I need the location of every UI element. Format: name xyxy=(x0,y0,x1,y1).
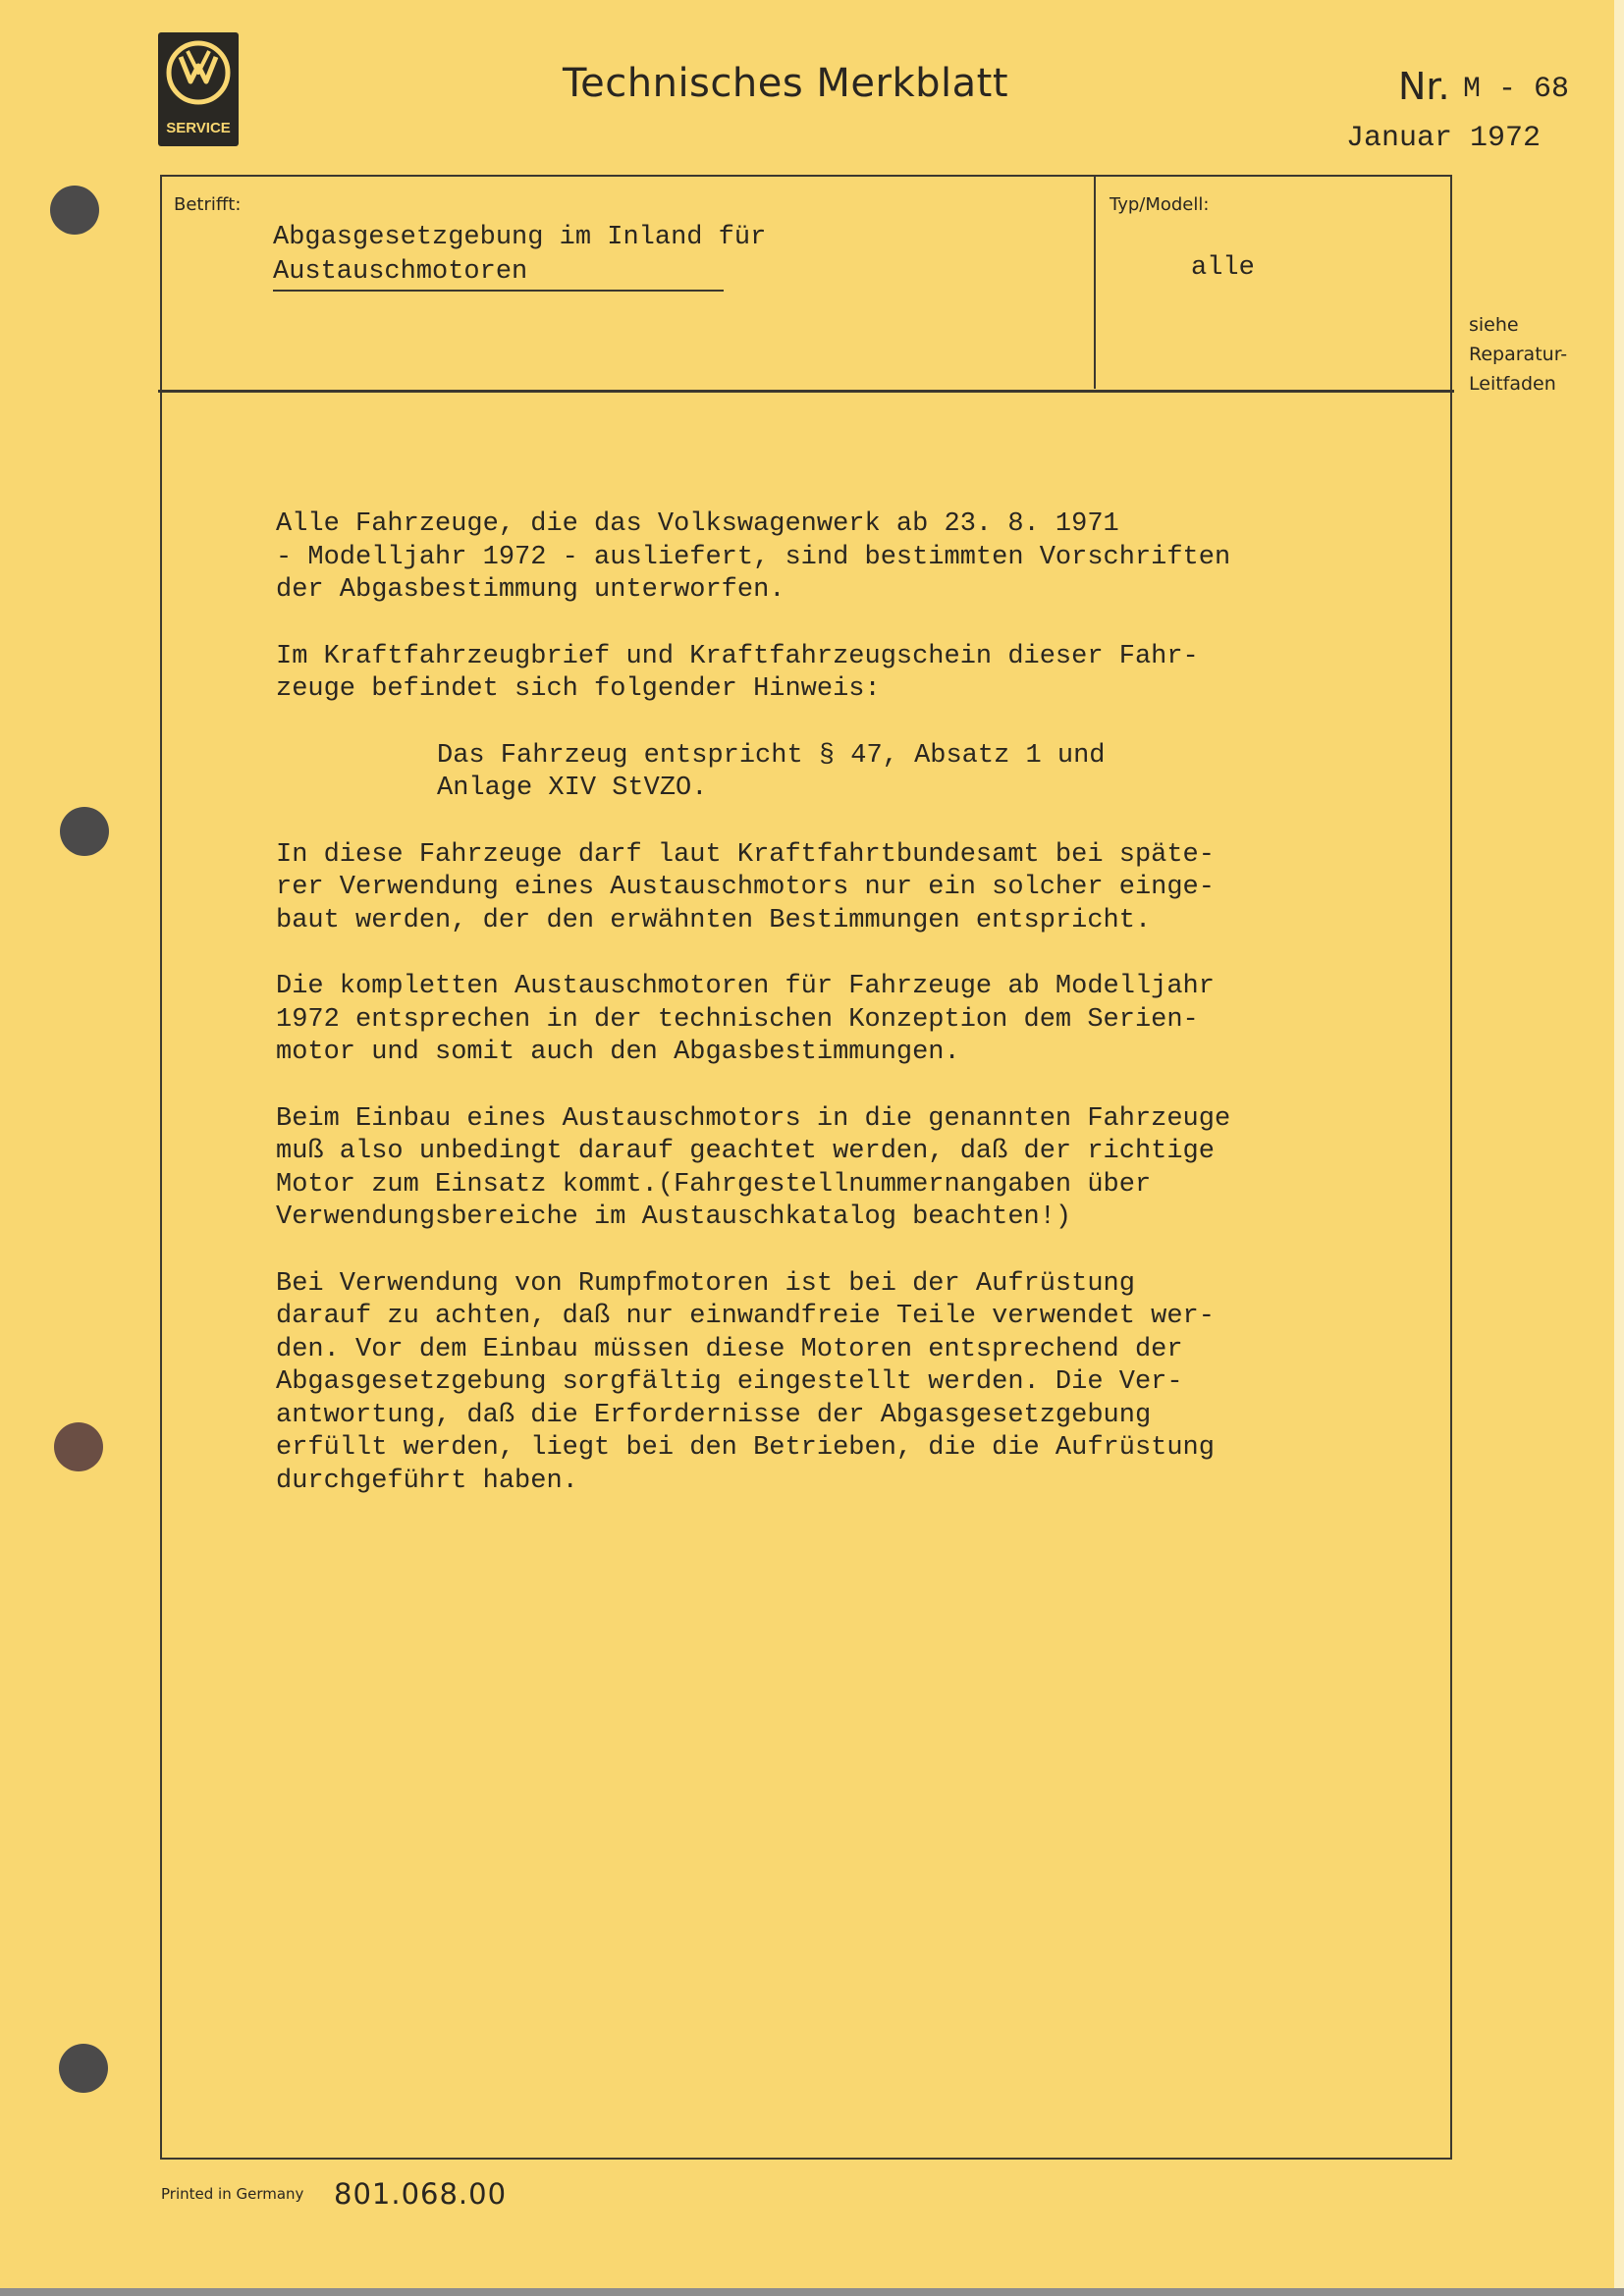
binder-hole xyxy=(54,1422,103,1471)
body-text xyxy=(276,508,1385,1531)
paragraph: In diese Fahrzeuge darf laut Kraftfahrtbundesamt bei späte- rer Verwendung eines Austauschmotors nur ein solcher einge- baut werden, der den erwähnten Bestimmungen entspricht. xyxy=(276,839,1215,935)
vw-service-logo xyxy=(158,32,239,146)
binder-hole xyxy=(50,186,99,235)
subject-line-1: Abgasgesetzgebung im Inland für xyxy=(273,223,767,252)
header-column-divider xyxy=(1094,177,1096,389)
number-value: M - 68 xyxy=(1463,73,1570,106)
document-title: Technisches Merkblatt xyxy=(563,61,1009,106)
logo-service-text: SERVICE xyxy=(166,120,231,136)
paragraph: Die kompletten Austauschmotoren für Fahrzeuge ab Modelljahr 1972 entsprechen in der technischen Konzeption dem Serien- motor und somit auch den Abgasbestimmungen. xyxy=(276,972,1215,1067)
subject-label: Betrifft: xyxy=(174,194,242,215)
number-label: Nr. xyxy=(1398,65,1450,108)
side-note xyxy=(1469,310,1567,399)
binder-hole xyxy=(60,807,109,856)
binder-hole xyxy=(59,2044,108,2093)
paper-edge xyxy=(1614,0,1624,2296)
type-model-value: alle xyxy=(1191,253,1255,283)
quoted-notice: Das Fahrzeug entspricht § 47, Absatz 1 und Anlage XIV StVZO. xyxy=(437,740,1106,803)
paragraph: Alle Fahrzeuge, die das Volkswagenwerk ab 23. 8. 1971 - Modelljahr 1972 - ausliefert, sind bestimmten Vorschriften der Abgasbestimmung unterworfen. xyxy=(276,509,1231,605)
issue-date: Januar 1972 xyxy=(1346,122,1542,155)
paragraph: Bei Verwendung von Rumpfmotoren ist bei der Aufrüstung darauf zu achten, daß nur einwandfreie Teile verwendet wer- den. Vor dem Einbau müssen diese Motoren entsprechend der Abgasgesetzgebung sorgfältig eingestellt werden. Die Ver- antwortung, daß die Erfordernisse der Abgasgesetzgebung erfüllt werden, liegt bei den Betrieben, die die Aufrüstung durchgeführt haben. xyxy=(276,1268,1215,1496)
scan-border xyxy=(0,2288,1624,2296)
side-note-line: siehe xyxy=(1469,314,1519,336)
type-model-label: Typ/Modell: xyxy=(1110,194,1210,215)
header-divider xyxy=(158,390,1454,393)
paragraph: Im Kraftfahrzeugbrief und Kraftfahrzeugschein dieser Fahr- zeuge befindet sich folgender Hinweis: xyxy=(276,641,1199,704)
vw-logo-icon xyxy=(164,38,233,107)
paragraph: Beim Einbau eines Austauschmotors in die genannten Fahrzeuge muß also unbedingt darauf geachtet werden, daß der richtige Motor zum Einsatz kommt.(Fahrgestellnummernangaben über Verwendungsbereiche im Austauschkatalog beachten!) xyxy=(276,1103,1231,1232)
subject-text xyxy=(273,221,766,292)
side-note-line: Reparatur- xyxy=(1469,344,1568,365)
form-number: 801.068.00 xyxy=(334,2177,508,2211)
subject-line-2: Austauschmotoren xyxy=(273,255,724,292)
printed-in-label: Printed in Germany xyxy=(161,2185,304,2203)
side-note-line: Leitfaden xyxy=(1469,373,1556,395)
